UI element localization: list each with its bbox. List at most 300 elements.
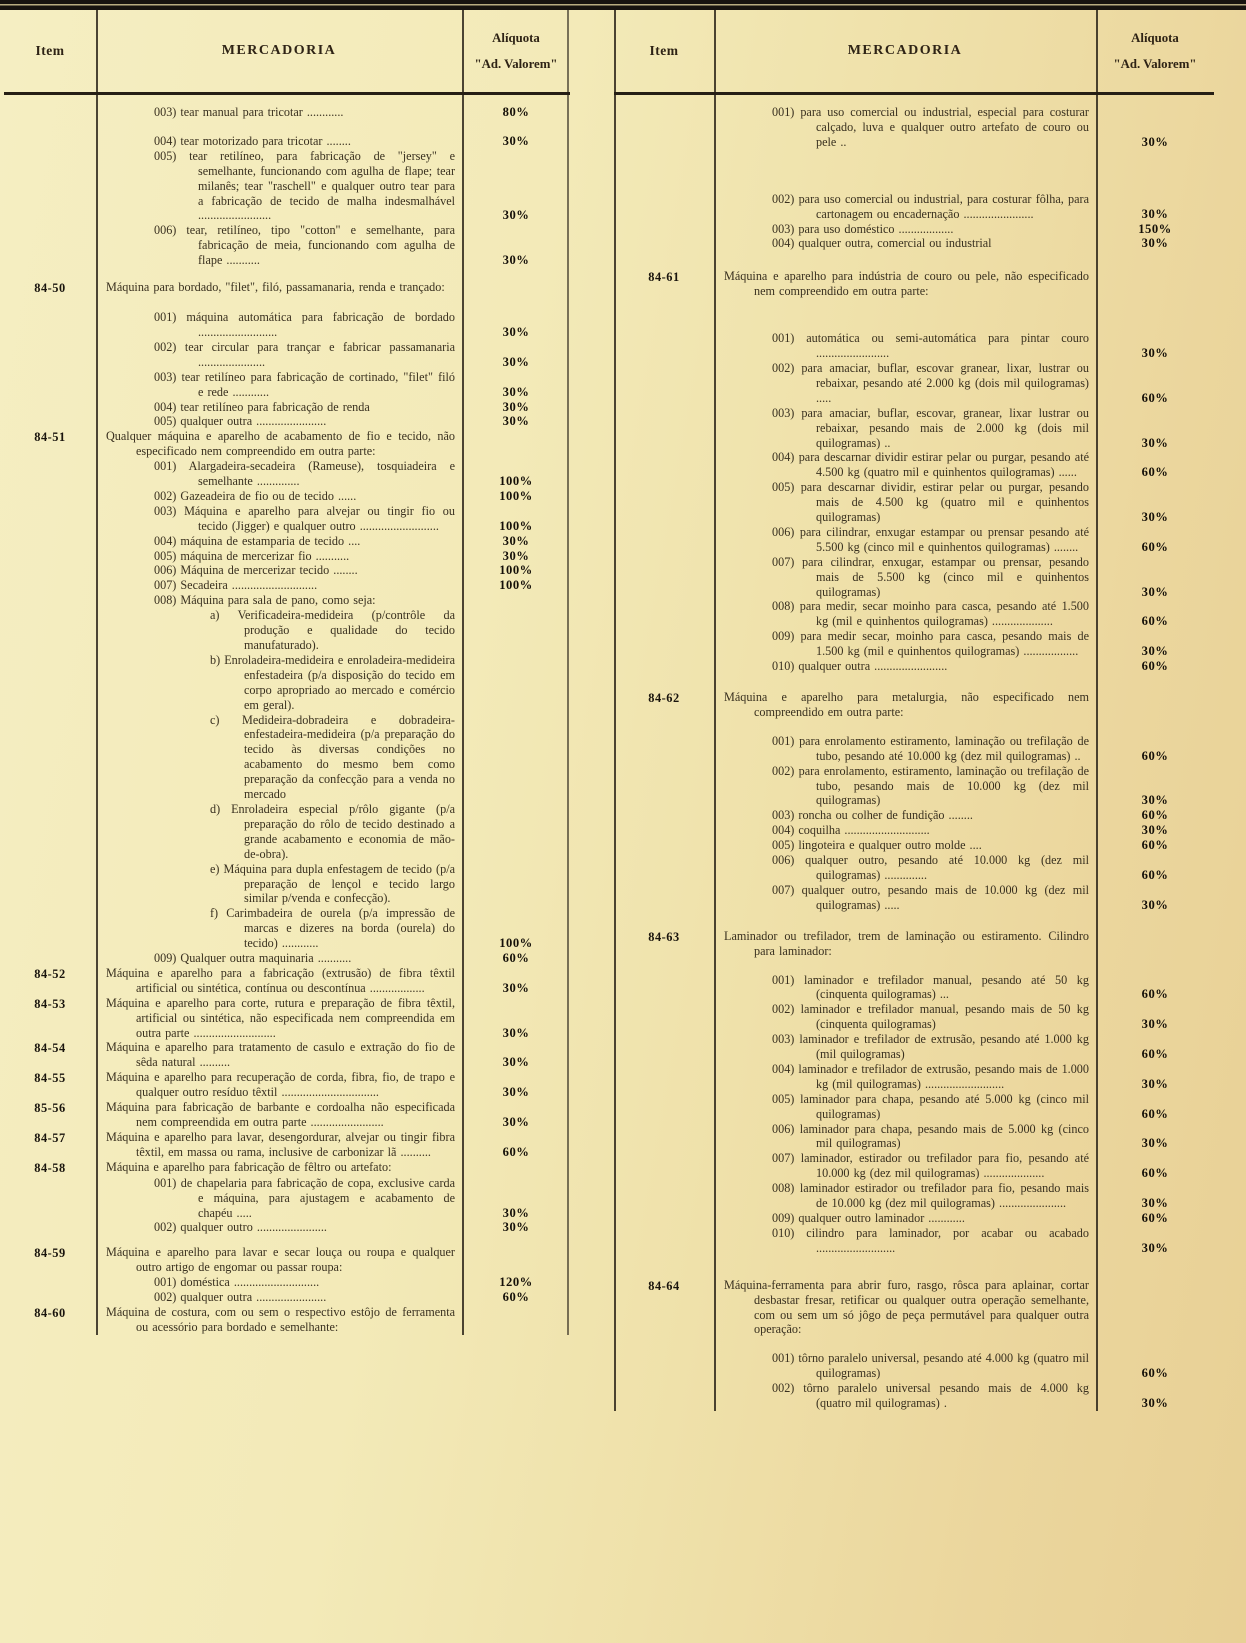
table-row	[614, 236, 1214, 251]
left-table-header	[4, 10, 570, 95]
table-row	[614, 192, 1214, 222]
mercadoria-text: 002) para uso comercial ou industrial, para costurar fôlha, para cartonagem ou encadernação .......................	[772, 191, 1089, 221]
table-row	[614, 406, 1214, 451]
table-row	[4, 1130, 570, 1160]
aliquota-value: 30%	[502, 980, 530, 995]
mercadoria-text: 005) tear retilíneo, para fabricação de "jersey" e semelhante, funcionando com agulha de flape; tear milanês; tear "raschell" e qualquer outro tear para a fabricação de tecido de malha indesmalhável ........................	[154, 148, 455, 223]
mercadoria-text: Máquina-ferramenta para abrir furo, rasgo, rôsca para aplainar, cortar desbastar fresar, retificar ou qualquer outra operação semelhante, com ou sem um só jôgo de peça permutável para qualquer outra operação:	[724, 1277, 1089, 1337]
aliquota-value: 60%	[1141, 1166, 1169, 1181]
item-code: 84-60	[34, 1305, 66, 1320]
table-row	[4, 310, 570, 340]
table-row	[4, 370, 570, 400]
mercadoria-text: 001) de chapelaria para fabricação de copa, exclusive carda e máquina, para ajustagem e acabamento de chapéu .....	[154, 1175, 455, 1220]
mercadoria-text: a) Verificadeira-medideira (p/contrôle da produção e qualidade do tecido manufaturado).	[210, 608, 455, 652]
item-code	[4, 414, 96, 429]
mercadoria-text: Máquina e aparelho para indústria de couro ou pele, não especificado nem compreendido em outra parte:	[724, 269, 1089, 299]
item-code	[4, 1220, 96, 1235]
mercadoria-text: 009) para medir secar, moinho para casca, pesando mais de 1.500 kg (mil e quinhentos quilogramas) ..................	[772, 629, 1089, 659]
mercadoria-text: 005) lingoteira e qualquer outro molde ....	[772, 838, 982, 853]
mercadoria-text: 008) para medir, secar moinho para casca, pesando até 1.500 kg (mil e quinhentos quilogramas) ....................	[772, 599, 1089, 629]
table-row	[4, 593, 570, 608]
mercadoria-text: 002) tôrno paralelo universal pesando mais de 4.000 kg (quatro mil quilogramas) .	[772, 1381, 1089, 1411]
aliquota-value: 30%	[502, 1085, 530, 1100]
item-code	[4, 563, 96, 578]
table-row	[4, 134, 570, 149]
item-code	[614, 1151, 714, 1181]
aliquota-value: 30%	[1141, 823, 1169, 838]
mercadoria-text: 001) tôrno paralelo universal, pesando até 4.000 kg (quatro mil quilogramas)	[772, 1351, 1089, 1381]
mercadoria-text: b) Enroladeira-medideira e enroladeira-medideira enfestadeira (p/a disposição do tecido em corpo apropriado ao mercado e comércio em geral).	[210, 652, 455, 712]
table-row	[4, 996, 570, 1041]
item-code: 84-64	[648, 1278, 680, 1293]
mercadoria-text: 002) tear circular para trançar e fabricar passamanaria ......................	[154, 339, 455, 369]
mercadoria-text: 001) automática ou semi-automática para pintar couro ........................	[772, 331, 1089, 361]
item-code	[614, 450, 714, 480]
column-rule	[714, 10, 716, 1411]
table-row	[4, 105, 570, 120]
aliquota-value: 60%	[1141, 614, 1169, 629]
aliquota-value: 60%	[1141, 659, 1169, 674]
aliquota-value: 100%	[499, 563, 533, 578]
table-row	[4, 802, 570, 862]
mercadoria-text: 001) para uso comercial ou industrial, especial para costurar calçado, luva e qualquer outro artefato de couro ou pele ..	[772, 105, 1089, 149]
item-code	[4, 1176, 96, 1221]
item-code	[4, 802, 96, 862]
table-row	[614, 808, 1214, 823]
item-code	[614, 1002, 714, 1032]
aliquota-value: 30%	[1141, 793, 1169, 808]
column-rule	[96, 10, 98, 1335]
mercadoria-text: 003) Máquina e aparelho para alvejar ou tingir fio ou tecido (Jigger) e qualquer outro ..........................	[154, 503, 455, 533]
item-code	[4, 459, 96, 489]
aliquota-value: 60%	[1141, 867, 1169, 882]
item-code	[614, 1381, 714, 1411]
mercadoria-text: f) Carimbadeira de ourela (p/a impressão de marcas e dizeres na borda (ourela) do tecido) ............	[210, 906, 455, 951]
item-code	[614, 1122, 714, 1152]
table-row	[4, 223, 570, 268]
item-code	[4, 134, 96, 149]
item-code	[614, 838, 714, 853]
item-code	[614, 331, 714, 361]
table-row	[614, 629, 1214, 659]
table-row	[614, 1351, 1214, 1381]
mercadoria-text: Laminador ou trefilador, trem de laminação ou estiramento. Cilindro para laminador:	[724, 928, 1089, 958]
item-column-header: Item	[649, 43, 679, 58]
aliquota-value: 100%	[499, 518, 533, 533]
mercadoria-text: 002) Gazeadeira de fio ou de tecido ......	[154, 488, 357, 503]
mercadoria-text: c) Medideira-dobradeira e dobradeira-enfestadeira-medideira (p/a preparação do tecido às diversas condições no acabamento do mesmo bem como preparação da confecção para a venda no mercado	[210, 712, 455, 802]
aliquota-value: 30%	[1141, 236, 1169, 251]
mercadoria-text: 002) laminador e trefilador manual, pesando mais de 50 kg (cinquenta quilogramas)	[772, 1002, 1089, 1032]
item-code	[4, 549, 96, 564]
item-code	[614, 973, 714, 1003]
item-code	[614, 853, 714, 883]
item-code	[614, 1092, 714, 1122]
mercadoria-column-header: MERCADORIA	[847, 43, 963, 58]
table-row	[4, 1176, 570, 1221]
column-rule	[567, 10, 569, 1335]
item-code: 84-61	[648, 270, 680, 285]
left-table-body	[4, 95, 570, 1335]
mercadoria-text: 004) laminador e trefilador de extrusão, pesando mais de 1.000 kg (mil quilogramas) ..........................	[772, 1061, 1089, 1091]
aliquota-value: 60%	[502, 1144, 530, 1159]
mercadoria-text: 010) qualquer outra ........................	[772, 659, 948, 674]
item-code	[4, 906, 96, 951]
mercadoria-text: 003) para amaciar, buflar, escovar, granear, lixar lustrar ou rebaixar, pesando mais de 2.000 kg (dois mil quilogramas) ..	[772, 405, 1089, 450]
table-row	[4, 549, 570, 564]
aliquota-value: 30%	[502, 208, 530, 223]
item-code: 84-63	[648, 929, 680, 944]
table-row	[614, 823, 1214, 838]
item-code	[614, 1226, 714, 1256]
aliquota-value: 60%	[502, 1290, 530, 1305]
table-row	[614, 659, 1214, 674]
table-row	[4, 1100, 570, 1130]
aliquota-value: 60%	[1141, 1211, 1169, 1225]
aliquota-header-line2: "Ad. Valorem"	[1113, 57, 1197, 71]
right-table	[614, 10, 1214, 1411]
mercadoria-text: 001) laminador e trefilador manual, pesando até 50 kg (cinquenta quilogramas) ...	[772, 972, 1089, 1002]
column-rule	[462, 10, 464, 1335]
mercadoria-text: 006) Máquina de mercerizar tecido ........	[154, 563, 358, 578]
aliquota-value: 60%	[1141, 465, 1169, 480]
aliquota-value: 30%	[1141, 897, 1169, 912]
item-code	[614, 1211, 714, 1226]
table-row	[614, 764, 1214, 809]
aliquota-value: 30%	[1141, 510, 1169, 525]
table-row	[4, 578, 570, 593]
table-row	[4, 563, 570, 578]
mercadoria-text: 001) Alargadeira-secadeira (Rameuse), tosquiadeira e semelhante ..............	[154, 459, 455, 489]
column-rule	[1096, 10, 1098, 1411]
item-code	[614, 599, 714, 629]
mercadoria-text: 003) roncha ou colher de fundição ........	[772, 808, 973, 823]
item-code	[614, 1181, 714, 1211]
item-code	[614, 361, 714, 406]
mercadoria-text: 009) Qualquer outra maquinaria ...........	[154, 951, 352, 966]
item-code	[4, 1290, 96, 1305]
mercadoria-text: 001) doméstica ............................	[154, 1275, 320, 1290]
aliquota-value: 30%	[1141, 1240, 1169, 1255]
item-code	[4, 578, 96, 593]
item-code: 84-59	[34, 1246, 66, 1261]
item-code	[4, 951, 96, 966]
item-code	[4, 593, 96, 608]
table-row	[4, 504, 570, 534]
mercadoria-text: Máquina de costura, com ou sem o respectivo estôjo de ferramenta ou acessório para bordado e semelhante:	[106, 1304, 455, 1334]
mercadoria-text: d) Enroladeira especial p/rôlo gigante (p/a preparação do rôlo de tecido destinado a grande acabamento e economia de mão-de-obra).	[210, 801, 455, 861]
aliquota-value: 30%	[1141, 584, 1169, 599]
table-row	[4, 429, 570, 459]
aliquota-value: 30%	[502, 1025, 530, 1040]
aliquota-value: 80%	[502, 105, 530, 119]
mercadoria-text: 009) qualquer outro laminador ............	[772, 1211, 965, 1225]
item-code	[4, 223, 96, 268]
table-row	[4, 149, 570, 224]
mercadoria-text: 004) tear retilíneo para fabricação de renda	[154, 399, 370, 414]
mercadoria-text: 005) máquina de mercerizar fio ...........	[154, 548, 350, 563]
mercadoria-text: Máquina e aparelho para a fabricação (extrusão) de fibra têxtil artificial ou sintética, contínua ou descontínua ..................	[106, 965, 455, 995]
table-row	[4, 1305, 570, 1335]
aliquota-value: 60%	[1141, 838, 1169, 853]
aliquota-column-header	[462, 25, 570, 77]
item-code: 85-56	[34, 1101, 66, 1116]
item-code	[4, 653, 96, 713]
table-row	[614, 480, 1214, 525]
item-code	[4, 504, 96, 534]
mercadoria-text: 002) qualquer outra .......................	[154, 1290, 327, 1305]
aliquota-header-line1: Alíquota	[1131, 31, 1179, 45]
table-row	[614, 1226, 1214, 1256]
aliquota-value: 30%	[1141, 1396, 1169, 1411]
table-row	[614, 853, 1214, 883]
aliquota-value: 100%	[499, 936, 533, 951]
table-row	[4, 489, 570, 504]
mercadoria-text: 007) qualquer outro, pesando mais de 10.000 kg (dez mil quilogramas) .....	[772, 882, 1089, 912]
aliquota-value: 30%	[502, 1205, 530, 1220]
item-code	[614, 236, 714, 251]
table-row	[614, 1062, 1214, 1092]
mercadoria-text: Máquina e aparelho para tratamento de casulo e extração do fio de sêda natural ..........	[106, 1040, 455, 1070]
item-code	[4, 1275, 96, 1290]
item-code	[4, 370, 96, 400]
item-code	[614, 808, 714, 823]
top-rule	[0, 0, 1246, 10]
mercadoria-text: e) Máquina para dupla enfestagem de tecido (p/a preparação de lençol e tecido largo similar p/venda e confecção).	[210, 861, 455, 906]
table-row	[4, 1040, 570, 1070]
mercadoria-text: 002) para amaciar, buflar, escovar granear, lixar, lustrar ou rebaixar, pesando até 2.000 kg (dois mil quilogramas) .....	[772, 360, 1089, 405]
item-code	[4, 400, 96, 415]
aliquota-value: 30%	[1141, 1076, 1169, 1091]
table-row	[614, 269, 1214, 299]
table-row	[4, 280, 570, 296]
aliquota-value: 30%	[502, 399, 530, 414]
mercadoria-text: 007) Secadeira ............................	[154, 578, 318, 593]
mercadoria-text: 007) para cilindrar, enxugar, estampar ou prensar, pesando mais de 5.500 kg (cinco mil e quinhentos quilogramas)	[772, 554, 1089, 599]
item-code	[4, 534, 96, 549]
table-row	[614, 450, 1214, 480]
aliquota-value: 60%	[1141, 1047, 1169, 1062]
table-row	[4, 951, 570, 966]
table-row	[4, 608, 570, 653]
mercadoria-text: 002) qualquer outro .......................	[154, 1220, 327, 1235]
item-code	[614, 883, 714, 913]
mercadoria-column-header: MERCADORIA	[221, 43, 337, 58]
aliquota-value: 30%	[1141, 346, 1169, 361]
table-row	[614, 883, 1214, 913]
mercadoria-text: 004) coquilha ............................	[772, 823, 930, 838]
mercadoria-text: 002) para enrolamento, estiramento, laminação ou trefilação de tubo, pesando mais de 10.000 kg (dez mil quilogramas)	[772, 763, 1089, 808]
aliquota-value: 30%	[502, 533, 530, 548]
aliquota-header-line1: Alíquota	[492, 31, 540, 45]
mercadoria-text: Qualquer máquina e aparelho de acabamento de fio e tecido, não especificado nem compreendido em outra parte:	[106, 429, 455, 459]
aliquota-value: 100%	[499, 474, 533, 489]
right-table-body	[614, 95, 1214, 1411]
mercadoria-text: 003) tear retilíneo para fabricação de cortinado, "filet" filó e rede ............	[154, 369, 455, 399]
aliquota-value: 100%	[499, 488, 533, 503]
mercadoria-text: Máquina e aparelho para metalurgia, não especificado nem compreendido em outra parte:	[724, 690, 1089, 719]
item-code: 84-55	[34, 1071, 66, 1086]
table-row	[4, 400, 570, 415]
mercadoria-text: Máquina e aparelho para recuperação de corda, fibra, fio, de trapo e qualquer outro resíduo têxtil ................................	[106, 1070, 455, 1100]
table-row	[614, 690, 1214, 720]
mercadoria-text: Máquina e aparelho para lavar, desengordurar, alvejar ou tingir fibra têxtil, em massa ou rama, inclusive de carbonizar lã ..........	[106, 1129, 455, 1159]
table-row	[4, 534, 570, 549]
table-row	[4, 459, 570, 489]
aliquota-value: 30%	[502, 414, 530, 429]
table-row	[4, 966, 570, 996]
mercadoria-text: 010) cilindro para laminador, por acabar ou acabado ..........................	[772, 1225, 1089, 1255]
mercadoria-text: 004) para descarnar dividir estirar pelar ou purgar, pesando até 4.500 kg (quatro mil e quinhentos quilogramas) ......	[772, 450, 1089, 480]
mercadoria-text: 004) máquina de estamparia de tecido ....	[154, 533, 361, 548]
mercadoria-text: 003) para uso doméstico ..................	[772, 221, 954, 236]
mercadoria-text: 004) qualquer outra, comercial ou industrial	[772, 236, 992, 251]
aliquota-value: 30%	[502, 1220, 530, 1235]
aliquota-value: 60%	[1141, 390, 1169, 405]
item-code	[4, 340, 96, 370]
mercadoria-text: Máquina e aparelho para corte, rutura e preparação de fibra têxtil, artificial ou sintética, não especificada nem compreendida em outra parte ...........................	[106, 995, 455, 1040]
aliquota-value: 30%	[502, 384, 530, 399]
aliquota-value: 30%	[1141, 134, 1169, 149]
item-code	[614, 1062, 714, 1092]
mercadoria-text: 005) qualquer outra .......................	[154, 414, 327, 429]
item-code	[614, 222, 714, 237]
item-code	[4, 862, 96, 907]
table-row	[614, 1181, 1214, 1211]
table-row	[614, 599, 1214, 629]
table-row	[614, 734, 1214, 764]
item-code	[4, 310, 96, 340]
aliquota-value: 150%	[1138, 221, 1172, 236]
table-row	[4, 1245, 570, 1275]
mercadoria-text: 001) máquina automática para fabricação de bordado ..........................	[154, 310, 455, 339]
item-code	[4, 713, 96, 802]
aliquota-value: 30%	[502, 133, 530, 148]
aliquota-value: 30%	[502, 548, 530, 563]
mercadoria-text: 004) tear motorizado para tricotar ........	[154, 133, 351, 148]
aliquota-value: 30%	[502, 1055, 530, 1070]
table-row	[4, 414, 570, 429]
mercadoria-text: 008) laminador estirador ou trefilador para fio, pesando mais de 10.000 kg (dez mil quilogramas) ......................	[772, 1181, 1089, 1211]
aliquota-value: 30%	[502, 354, 530, 369]
item-code: 84-62	[648, 691, 680, 705]
table-row	[614, 973, 1214, 1003]
table-row	[614, 1122, 1214, 1152]
aliquota-value: 30%	[1141, 644, 1169, 659]
table-row	[614, 222, 1214, 237]
aliquota-value: 60%	[1141, 539, 1169, 554]
item-code: 84-50	[34, 281, 66, 296]
table-row	[4, 1160, 570, 1176]
table-row	[4, 653, 570, 713]
mercadoria-text: Máquina para fabricação de barbante e cordoalha não especificada nem compreendida em outra parte ........................	[106, 1100, 455, 1129]
item-code	[614, 1351, 714, 1381]
table-row	[4, 1290, 570, 1305]
table-row	[614, 105, 1214, 150]
item-code	[4, 149, 96, 224]
item-code	[614, 629, 714, 659]
item-code	[4, 105, 96, 120]
table-row	[614, 929, 1214, 959]
item-code	[614, 192, 714, 222]
table-row	[614, 525, 1214, 555]
aliquota-value: 30%	[502, 324, 530, 339]
right-table-header	[614, 10, 1214, 95]
aliquota-column-header	[1096, 25, 1214, 77]
item-code: 84-52	[34, 966, 66, 981]
table-row	[614, 1032, 1214, 1062]
item-column-header: Item	[35, 43, 65, 58]
aliquota-value: 60%	[1141, 1366, 1169, 1381]
table-row	[614, 361, 1214, 406]
table-row	[4, 906, 570, 951]
table-row	[614, 1151, 1214, 1181]
item-code	[614, 1032, 714, 1062]
item-code	[614, 480, 714, 525]
table-row	[4, 862, 570, 907]
table-row	[614, 838, 1214, 853]
table-row	[4, 713, 570, 802]
item-code	[614, 555, 714, 600]
aliquota-value: 30%	[1141, 206, 1169, 221]
item-code: 84-57	[34, 1130, 66, 1145]
table-row	[614, 1211, 1214, 1226]
aliquota-value: 100%	[499, 578, 533, 593]
table-row	[614, 1002, 1214, 1032]
table-row	[4, 340, 570, 370]
mercadoria-text: 005) laminador para chapa, pesando até 5.000 kg (cinco mil quilogramas)	[772, 1091, 1089, 1121]
table-row	[614, 331, 1214, 361]
aliquota-value: 30%	[1141, 435, 1169, 450]
mercadoria-text: Máquina e aparelho para fabricação de fêltro ou artefato:	[106, 1159, 392, 1174]
table-row	[4, 1220, 570, 1235]
aliquota-value: 30%	[1141, 1136, 1169, 1151]
left-table	[4, 10, 570, 1335]
aliquota-value: 60%	[1141, 1106, 1169, 1121]
item-code: 84-54	[34, 1041, 66, 1056]
item-code	[614, 764, 714, 809]
table-row	[614, 1381, 1214, 1411]
aliquota-value: 30%	[1141, 1196, 1169, 1211]
mercadoria-text: 006) qualquer outro, pesando até 10.000 kg (dez mil quilogramas) ..............	[772, 853, 1089, 882]
item-code	[614, 734, 714, 764]
aliquota-value: 60%	[1141, 748, 1169, 763]
mercadoria-text: 006) laminador para chapa, pesando mais de 5.000 kg (cinco mil quilogramas)	[772, 1121, 1089, 1151]
mercadoria-text: Máquina para bordado, "filet", filó, passamanaria, renda e trançado:	[106, 280, 445, 295]
item-code	[614, 659, 714, 674]
mercadoria-text: 001) para enrolamento estiramento, laminação ou trefilação de tubo, pesando até 10.000 kg (dez mil quilogramas) ..	[772, 733, 1089, 763]
mercadoria-text: 003) laminador e trefilador de extrusão, pesando até 1.000 kg (mil quilogramas)	[772, 1032, 1089, 1062]
item-code: 84-58	[34, 1160, 66, 1175]
mercadoria-text: 006) tear, retilíneo, tipo "cotton" e semelhante, para fabricação de meia, funcionando com agulha de flape ...........	[154, 223, 455, 268]
aliquota-value: 60%	[1141, 808, 1169, 823]
item-code	[4, 489, 96, 504]
aliquota-header-line2: "Ad. Valorem"	[474, 57, 558, 71]
aliquota-value: 30%	[1141, 1017, 1169, 1032]
item-code: 84-53	[34, 996, 66, 1011]
mercadoria-text: 005) para descarnar dividir, estirar pelar ou purgar, pesando mais de 4.500 kg (quatro mil e quinhentos quilogramas)	[772, 480, 1089, 525]
mercadoria-text: 008) Máquina para sala de pano, como seja:	[154, 593, 376, 608]
item-code: 84-51	[34, 430, 66, 445]
table-row	[614, 1092, 1214, 1122]
mercadoria-text: 006) para cilindrar, enxugar estampar ou prensar pesando até 5.500 kg (cinco mil e quinhentos quilogramas) ........	[772, 524, 1089, 554]
mercadoria-text: Máquina e aparelho para lavar e secar louça ou roupa e qualquer outro artigo de engomar ou passar roupa:	[106, 1245, 455, 1275]
aliquota-value: 30%	[502, 253, 530, 268]
column-rule	[614, 10, 616, 1411]
item-code	[4, 608, 96, 653]
table-row	[614, 555, 1214, 600]
mercadoria-text: 003) tear manual para tricotar ............	[154, 105, 344, 119]
